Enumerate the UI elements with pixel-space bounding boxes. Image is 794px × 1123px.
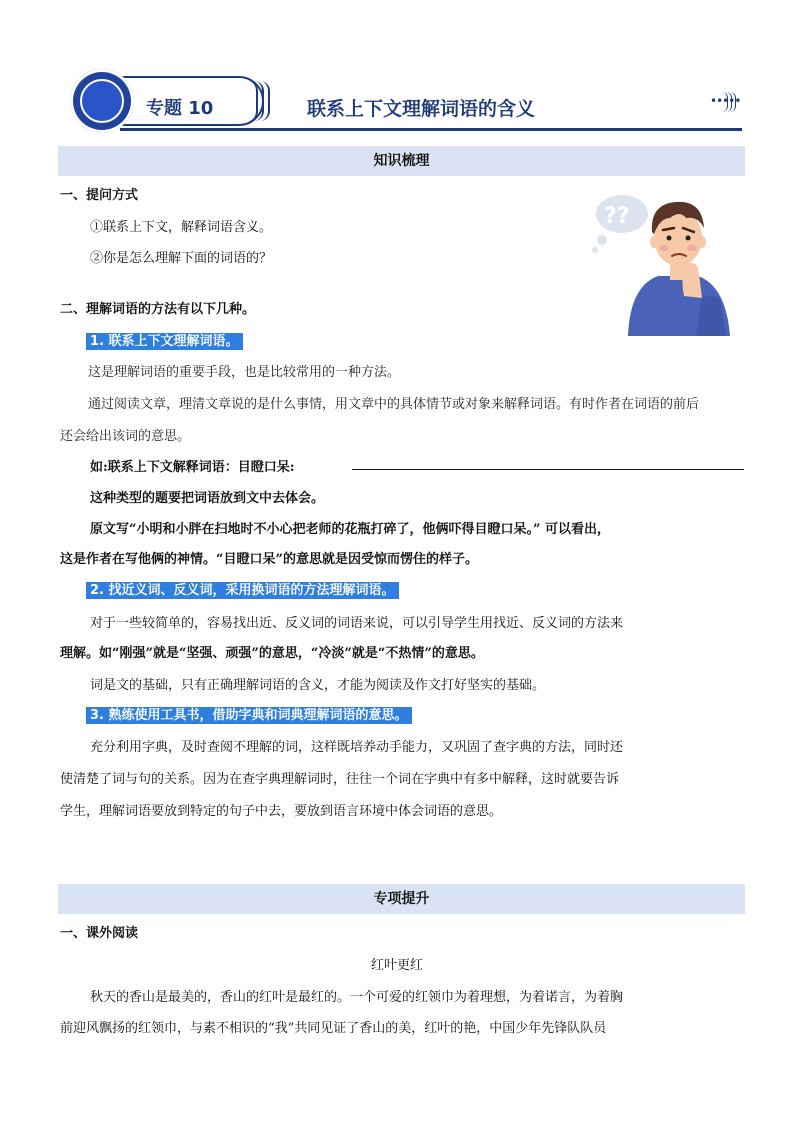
example-text: 原文写“小明和小胖在扫地时不小心把老师的花瓶打碎了，他俩吓得目瞪口呆。” 可以看出， (90, 522, 610, 537)
answer-blank (352, 469, 744, 470)
passage-title: 红叶更红 (370, 958, 423, 973)
method-title: 3. 熟练使用工具书，借助字典和词典理解词语的意思。 (86, 707, 412, 724)
passage-text: 秋天的香山是最美的，香山的红叶是最红的。一个可爱的红领巾为着理想，为着诺言，为着胸 (90, 990, 624, 1005)
topic-label: 专题 10 (146, 98, 214, 119)
part-heading: 二、理解词语的方法有以下几种。 (60, 302, 256, 317)
method-heading (86, 704, 412, 723)
example-label: 如:联系上下文解释词语：目瞪口呆: (90, 460, 295, 475)
question-item: ②你是怎么理解下面的词语的？ (90, 251, 273, 266)
topic-badge-circle-inner (80, 79, 124, 123)
body-text: 理解。如“刚强”就是“坚强、顽强”的意思，“冷淡”就是“不热情”的意思。 (60, 646, 484, 661)
body-text: 这是理解词语的重要手段，也是比较常用的一种方法。 (88, 365, 401, 380)
decor-arc (730, 92, 736, 112)
confused-boy-illustration (590, 188, 740, 338)
header-rule (120, 128, 742, 131)
body-text: 通过阅读文章，理清文章说的是什么事情，用文章中的具体情节或对象来解释词语。有时作者在词语的前后 (88, 397, 700, 412)
decor-arc (260, 81, 270, 121)
section-bar-practice (58, 884, 745, 914)
part-heading: 一、课外阅读 (60, 926, 139, 941)
section-title: 专项提升 (373, 891, 430, 907)
example-text: 这种类型的题要把词语放到文中去体会。 (90, 491, 325, 506)
body-text: 词是文的基础，只有正确理解词语的含义，才能为阅读及作文打好坚实的基础。 (90, 678, 546, 693)
page-title: 联系上下文理解词语的含义 (307, 98, 536, 120)
body-text: 对于一些较简单的，容易找出近、反义词的词语来说，可以引导学生用找近、反义词的方法来 (90, 616, 624, 631)
section-title: 知识梳理 (373, 153, 430, 169)
method-heading (86, 330, 243, 349)
body-text: 学生，理解词语要放到特定的句子中去，要放到语言环境中体会词语的意思。 (60, 804, 503, 819)
method-heading (86, 579, 399, 598)
section-bar-knowledge (58, 146, 745, 176)
part-heading: 一、提问方式 (60, 188, 139, 203)
example-text: 这是作者在写他俩的神情。“目瞪口呆”的意思就是因受惊而愣住的样子。 (60, 552, 478, 567)
passage-text: 前迎风飘扬的红领巾，与素不相识的“我”共同见证了香山的美，红叶的艳，中国少年先锋队队员 (60, 1021, 607, 1036)
body-text: 使清楚了词与句的关系。因为在查字典理解词时，往往一个词在字典中有多中解释，这时就要告诉 (60, 772, 620, 787)
method-title: 1. 联系上下文理解词语。 (86, 333, 243, 350)
decor-dots: ••••• (710, 94, 741, 108)
method-title: 2. 找近义词、反义词，采用换词语的方法理解词语。 (86, 582, 399, 599)
body-text: 还会给出该词的意思。 (60, 429, 191, 444)
question-marks: ?? (604, 204, 630, 229)
body-text: 充分利用字典，及时查阅不理解的词，这样既培养动手能力，又巩固了查字典的方法，同时还 (90, 740, 624, 755)
question-item: ①联系上下文，解释词语含义。 (90, 220, 273, 235)
